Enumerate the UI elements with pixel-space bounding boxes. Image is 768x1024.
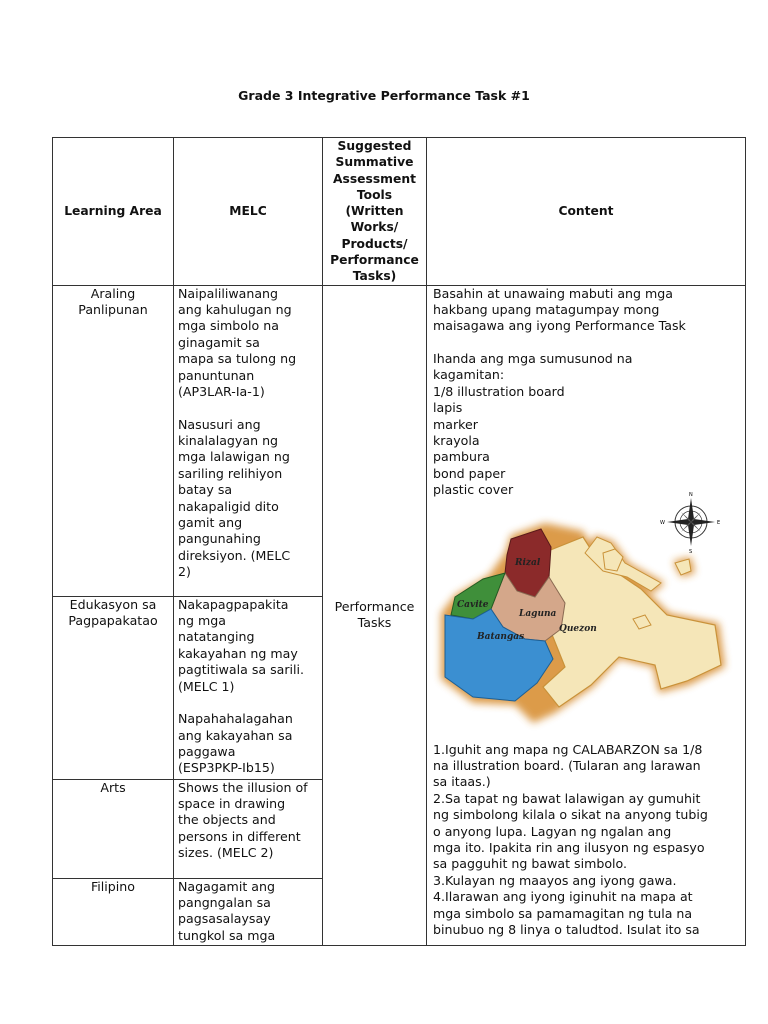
header-content: Content	[427, 138, 746, 286]
melc-line: sariling relihiyon	[178, 465, 283, 481]
steps-list	[433, 742, 739, 939]
header-tools	[323, 138, 427, 286]
melc-cell	[174, 285, 323, 596]
melc-line: the objects and	[178, 812, 276, 828]
header-row	[53, 138, 746, 286]
learning-area-cell	[53, 285, 174, 596]
header-tools-line: Performance	[330, 253, 419, 268]
header-tools-line: Works/	[350, 220, 399, 235]
area-line: Panlipunan	[78, 302, 148, 318]
melc-line: natatanging	[178, 629, 255, 645]
area-line: Arts	[100, 779, 126, 795]
header-tools-line: Assessment	[333, 171, 416, 186]
header-melc: MELC	[174, 138, 323, 286]
melc-line: (MELC 1)	[178, 678, 235, 694]
step-line: 1.Iguhit ang mapa ng CALABARZON sa 1/8	[433, 741, 703, 757]
melc-line: pangunahing	[178, 531, 261, 547]
melc-line: Nakapagpapakita	[178, 596, 289, 612]
material-item: 1/8 illustration board	[433, 383, 565, 399]
step-line: 2.Sa tapat ng bawat lalawigan ay gumuhit	[433, 790, 701, 806]
compass-s: S	[689, 548, 693, 555]
calabarzon-map	[433, 491, 739, 733]
assessment-tools-cell	[323, 285, 427, 945]
material-item: plastic cover	[433, 482, 514, 498]
melc-line: mapa sa tulong ng	[178, 351, 297, 367]
melc-cell	[174, 779, 323, 878]
map-label-cavite: Cavite	[457, 599, 489, 610]
melc-line: persons in different	[178, 828, 301, 844]
calabarzon-map-graphic	[433, 491, 733, 733]
tools-line: Performance	[334, 598, 415, 614]
melc-line: Nasusuri ang	[178, 416, 261, 432]
melc-line: ginagamit sa	[178, 334, 260, 350]
materials-heading: Ihanda ang mga sumusunod na	[433, 350, 633, 366]
compass-n: N	[689, 491, 693, 498]
tools-line: Tasks	[357, 615, 392, 631]
header-learning-area: Learning Area	[53, 138, 174, 286]
material-item: bond paper	[433, 465, 506, 481]
melc-line: ang kakayahan sa	[178, 727, 293, 743]
melc-line: Naipaliliwanang	[178, 285, 279, 301]
header-tools-line: Summative	[335, 155, 414, 170]
area-line: Araling	[90, 285, 136, 301]
step-line: sa pagguhit ng bawat simbolo.	[433, 856, 628, 872]
melc-line: pagtitiwala sa sarili.	[178, 662, 305, 678]
area-line: Pagpapakatao	[68, 613, 158, 629]
map-label-rizal: Rizal	[515, 557, 541, 568]
melc-line: (AP3LAR-Ia-1)	[178, 384, 265, 400]
map-label-quezon: Quezon	[559, 623, 597, 634]
step-line: ng simbolong kilala o sikat na anyong tubig	[433, 807, 708, 823]
header-tools-line: Suggested	[337, 139, 412, 153]
header-tools-line: Products/	[341, 236, 408, 251]
header-tools-line: Tasks)	[352, 269, 397, 284]
melc-line: pangngalan sa	[178, 895, 271, 911]
materials-heading: kagamitan:	[433, 367, 505, 383]
melc-line: batay sa	[178, 482, 233, 498]
performance-task-table	[52, 137, 746, 946]
melc-line: panuntunan	[178, 367, 255, 383]
compass-e: E	[717, 519, 721, 526]
table-row	[53, 285, 746, 596]
area-line: Filipino	[90, 878, 135, 894]
melc-line: tungkol sa mga	[178, 927, 276, 943]
intro-line: maisagawa ang iyong Performance Task	[433, 318, 686, 334]
map-label-laguna: Laguna	[519, 608, 557, 619]
melc-line: mga simbolo na	[178, 318, 279, 334]
learning-area-cell	[53, 596, 174, 779]
step-line: sa itaas.)	[433, 774, 491, 790]
page-title: Grade 3 Integrative Performance Task #1	[238, 88, 530, 103]
intro-line: Basahin at unawaing mabuti ang mga	[433, 285, 674, 301]
step-line: 4.Ilarawan ang iyong iginuhit na mapa at	[433, 889, 693, 905]
melc-line: Napahahalagahan	[178, 711, 293, 727]
melc-line: space in drawing	[178, 796, 286, 812]
intro-line: hakbang upang matagumpay mong	[433, 302, 660, 318]
step-line: binubuo ng 8 linya o taludtod. Isulat ito sa	[433, 922, 700, 938]
melc-line: mga lalawigan ng	[178, 449, 290, 465]
step-line: na illustration board. (Tularan ang larawan	[433, 757, 701, 773]
step-line: o anyong lupa. Lagyan ng ngalan ang	[433, 823, 672, 839]
material-item: lapis	[433, 400, 463, 416]
melc-line: kakayahan ng may	[178, 645, 298, 661]
material-item: pambura	[433, 449, 490, 465]
melc-line: Shows the illusion of	[178, 779, 308, 795]
header-tools-line: Tools (Written	[345, 187, 404, 219]
melc-line: sizes. (MELC 2)	[178, 845, 274, 861]
melc-line: paggawa	[178, 743, 236, 759]
melc-line: gamit ang	[178, 514, 243, 530]
area-line: Edukasyon sa	[69, 596, 157, 612]
melc-line: kinalalagyan ng	[178, 432, 279, 448]
compass-w: W	[660, 519, 665, 526]
melc-line: Nagagamit ang	[178, 878, 275, 894]
material-item: krayola	[433, 432, 480, 448]
melc-line: ang kahulugan ng	[178, 302, 292, 318]
melc-cell	[174, 596, 323, 779]
learning-area-cell	[53, 878, 174, 945]
melc-line: direksiyon. (MELC	[178, 547, 291, 563]
melc-line: 2)	[178, 564, 191, 580]
step-line: 3.Kulayan ng maayos ang iyong gawa.	[433, 872, 677, 888]
melc-line: (ESP3PKP-Ib15)	[178, 760, 275, 776]
material-item: marker	[433, 416, 478, 432]
melc-line: ng mga	[178, 613, 226, 629]
map-label-batangas: Batangas	[477, 631, 525, 642]
content-cell	[427, 285, 746, 945]
melc-line: nakapaligid dito	[178, 498, 279, 514]
learning-area-cell	[53, 779, 174, 878]
compass-rose-icon	[660, 492, 720, 555]
melc-line: pagsasalaysay	[178, 911, 271, 927]
step-line: mga ito. Ipakita rin ang ilusyon ng espasyo	[433, 839, 705, 855]
step-line: mga simbolo sa pamamagitan ng tula na	[433, 905, 693, 921]
melc-cell	[174, 878, 323, 945]
